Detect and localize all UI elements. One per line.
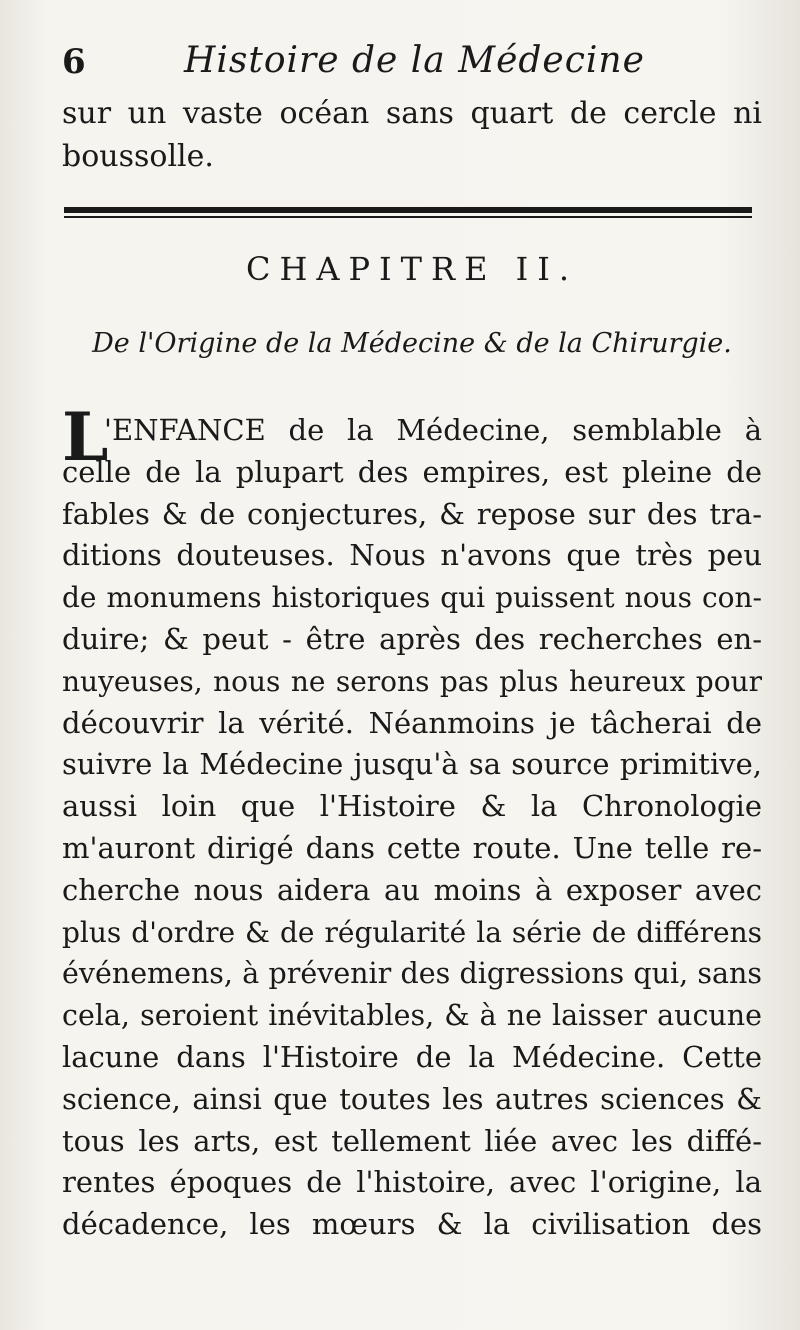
text-line: plus d'ordre & de régularité la série de différens bbox=[62, 915, 762, 949]
text-line: lacune dans l'Histoire de la Médecine. Cette bbox=[62, 1039, 762, 1074]
text-line: celle de la plupart des empires, est pleine de bbox=[62, 454, 762, 489]
chapter-subtitle: De l'Origine de la Médecine & de la Chirurgie. bbox=[92, 328, 732, 359]
page-number: 6 bbox=[62, 42, 86, 82]
text-line: 'ENFANCE de la Médecine, semblable à bbox=[104, 413, 762, 447]
double-rule-thin bbox=[64, 216, 752, 218]
text-line: science, ainsi que toutes les autres sciences & bbox=[62, 1081, 762, 1116]
drop-cap: L bbox=[62, 398, 109, 476]
text-line: duire; & peut - être après des recherches en- bbox=[62, 621, 762, 656]
text-line: m'auront dirigé dans cette route. Une telle re- bbox=[62, 830, 762, 865]
continued-text bbox=[62, 92, 762, 178]
text-line: tous les arts, est tellement liée avec les diffé- bbox=[62, 1123, 762, 1158]
text-line: cherche nous aidera au moins à exposer avec bbox=[62, 872, 762, 907]
text-line: événemens, à prévenir des digressions qui, sans bbox=[62, 957, 762, 991]
text-line: nuyeuses, nous ne serons pas plus heureux pour bbox=[62, 664, 762, 698]
running-head bbox=[62, 38, 762, 90]
double-rule-thick bbox=[64, 207, 752, 213]
body-text bbox=[62, 410, 762, 1246]
text-line: suivre la Médecine jusqu'à sa source primitive, bbox=[62, 747, 762, 782]
running-title: Histoire de la Médecine bbox=[184, 40, 645, 81]
text-line: aussi loin que l'Histoire & la Chronologie bbox=[62, 789, 762, 824]
text-line: cela, seroient inévitables, & à ne laisser aucune bbox=[62, 999, 762, 1033]
text-line: fables & de conjectures, & repose sur des tra- bbox=[62, 496, 762, 531]
text-line: rentes époques de l'histoire, avec l'origine, la bbox=[62, 1165, 762, 1200]
text-line: ditions douteuses. Nous n'avons que très peu bbox=[62, 538, 762, 573]
text-line: sur un vaste océan sans quart de cercle ni bbox=[62, 96, 762, 131]
chapter-heading: CHAPITRE II. bbox=[245, 250, 579, 288]
text-line: boussolle. bbox=[62, 139, 214, 174]
text-line: découvrir la vérité. Néanmoins je tâcherai de bbox=[62, 705, 762, 740]
text-line: de monumens historiques qui puissent nous con- bbox=[62, 581, 762, 615]
text-line: décadence, les mœurs & la civilisation des bbox=[62, 1207, 762, 1242]
